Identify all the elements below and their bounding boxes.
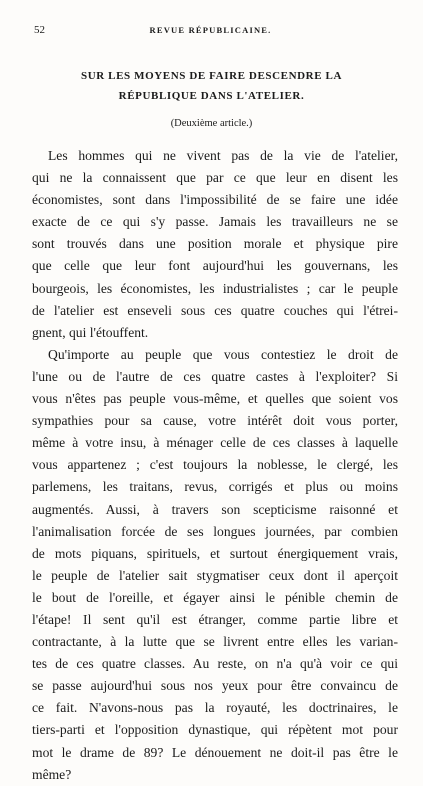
text-line: qui ne la connaissent que par ce que leur en disent les xyxy=(32,170,398,186)
text-line: le bout de l'oreille, et égayer ainsi le pénible chemin de xyxy=(32,589,398,605)
text-line: le peuple de l'atelier sait stygmatiser ceux dont il aperçoit xyxy=(32,567,398,583)
text-line: vous n'êtes pas peuple vous-même, et quelles que soient vos xyxy=(32,391,398,407)
page-number: 52 xyxy=(34,24,45,36)
text-line: économistes, sont dans l'impossibilité de se faire une idée xyxy=(32,192,398,208)
article-subtitle: (Deuxième article.) xyxy=(170,118,253,129)
text-line: même à votre insu, à ménager celle de ces classes à laquelle xyxy=(32,435,398,451)
article-title-line-2: RÉPUBLIQUE DANS L'ATELIER. xyxy=(118,90,305,102)
text-line: l'une ou de l'autre de ces quatre castes à l'exploiter? Si xyxy=(32,368,398,384)
text-line: vous appartenez ; c'est toujours la noblesse, le clergé, les xyxy=(32,457,398,473)
article-title-line-1: SUR LES MOYENS DE FAIRE DESCENDRE LA xyxy=(81,70,342,82)
text-line: ce fait. N'avons-nous pas la royauté, les doctrinaires, le xyxy=(32,700,398,716)
text-line: exacte de ce qui s'y passe. Jamais les travailleurs ne se xyxy=(32,214,398,230)
text-line: bourgeois, les économistes, les industrialistes ; car le peuple xyxy=(32,280,398,296)
text-line: parlemens, les traitans, revus, corrigés et plus ou moins xyxy=(32,479,398,495)
text-line: contractante, à la lutte que se livrent entre elles les varian- xyxy=(32,634,398,650)
text-line: Les hommes qui ne vivent pas de la vie de l'atelier, xyxy=(48,148,398,163)
text-line: sympathies pour sa cause, votre intérêt doit vous porter, xyxy=(32,413,398,429)
text-line: gnent, qui l'étouffent. xyxy=(32,324,149,340)
running-head: REVUE RÉPUBLICAINE. xyxy=(149,25,272,35)
text-line: l'animalisation forcée de ses longues journées, par combien xyxy=(32,523,398,539)
text-line: augmentés. Aussi, à travers son scepticisme raisonné et xyxy=(32,501,398,517)
text-line: de mots piquans, spirituels, et surtout énergiquement vrais, xyxy=(32,545,398,561)
text-line: sont trouvés dans une position morale et physique pire xyxy=(32,236,398,252)
paragraph xyxy=(32,344,398,786)
article-title xyxy=(40,66,383,106)
text-line: l'étape! Il sent qu'il est étranger, comme partie libre et xyxy=(32,611,398,627)
article-body xyxy=(32,145,398,786)
text-line: tes de ces quatre classes. Au reste, on n'a qu'à voir ce qui xyxy=(32,656,398,672)
text-line: de l'atelier est enseveli sous ces quatre couches qui l'étrei- xyxy=(32,302,398,318)
text-line: tiers-parti et l'opposition dynastique, qui répètent mot pour xyxy=(32,722,398,738)
text-line: que celle que leur font aujourd'hui les gouvernans, les xyxy=(32,258,398,274)
paragraph xyxy=(32,145,398,344)
page-header xyxy=(34,24,387,38)
text-line: Qu'importe au peuple que vous contestiez le droit de xyxy=(48,346,398,362)
text-line: même? xyxy=(32,766,72,782)
text-line: mot le drame de 89? Le dénouement ne doit-il pas être le xyxy=(32,744,398,760)
text-line: se passe aujourd'hui sous nos yeux pour être convaincu de xyxy=(32,678,398,694)
